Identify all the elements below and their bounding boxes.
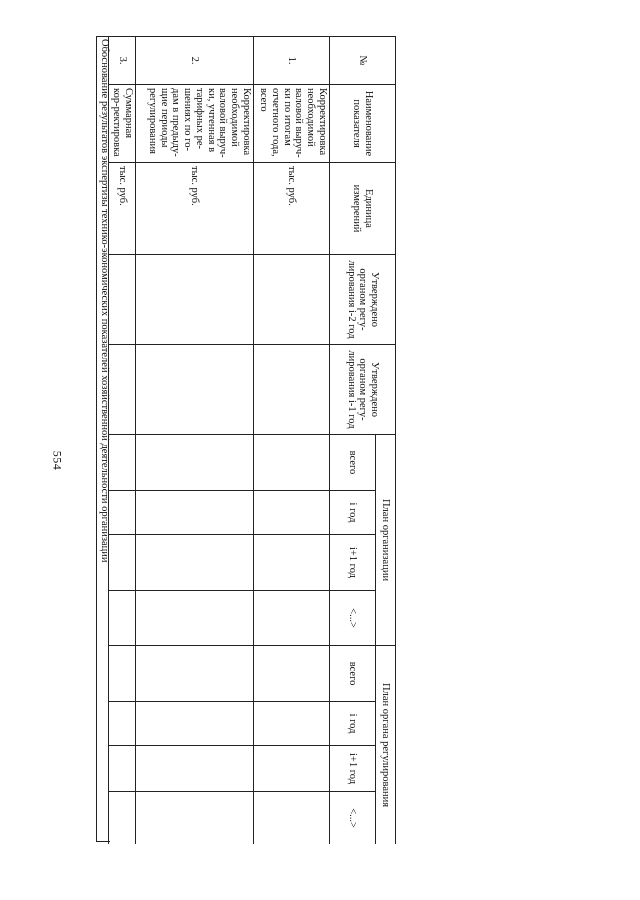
header-org-year-i1: i+1 год — [330, 535, 376, 591]
rotated-table-area — [96, 36, 396, 844]
header-reg-more: <...> — [330, 792, 376, 844]
row-name: Корректировка необходимой валовой выруч-ки по итогам отчетного года, всего — [254, 85, 330, 163]
empty-cell — [109, 345, 136, 435]
empty-cell — [109, 255, 136, 345]
header-org-year-i: i год — [330, 491, 376, 535]
empty-cell — [254, 746, 330, 792]
empty-cell — [109, 702, 136, 746]
row-unit: тыс. руб. — [136, 163, 254, 255]
empty-cell — [109, 535, 136, 591]
header-name: Наименование показателя — [330, 85, 396, 163]
empty-cell — [109, 746, 136, 792]
empty-cell — [109, 792, 136, 844]
empty-cell — [254, 435, 330, 491]
header-reg-total: всего — [330, 646, 376, 702]
empty-cell — [254, 591, 330, 646]
table-footnote: Обоснование результатов экспертизы технико-экономических показателей хозяйственной деятельности организации — [96, 36, 110, 842]
empty-cell — [254, 535, 330, 591]
empty-cell — [254, 345, 330, 435]
header-unit: Единица измерений — [330, 163, 396, 255]
empty-cell — [254, 646, 330, 702]
row-unit: тыс. руб. — [109, 163, 136, 255]
empty-cell — [136, 535, 254, 591]
table-rotation-frame — [96, 36, 396, 844]
page-number: 554 — [50, 450, 65, 471]
empty-cell — [136, 646, 254, 702]
header-org-total: всего — [330, 435, 376, 491]
row-number: 1. — [254, 37, 330, 85]
adjustment-table — [109, 36, 397, 844]
table-row — [109, 37, 136, 845]
header-plan-organization: План организации — [376, 435, 396, 646]
row-name: Суммарная кор-ректировка — [109, 85, 136, 163]
empty-cell — [136, 746, 254, 792]
row-number: 3. — [109, 37, 136, 85]
empty-cell — [109, 491, 136, 535]
empty-cell — [136, 345, 254, 435]
header-approved-i1: Утверждено органом регу-лирования i-1 год — [330, 345, 396, 435]
row-name: Корректировка необходимой валовой выруч-ки, учтенная в тарифных ре-шениях по го-дам в предыду-щие периоды регулирования — [136, 85, 254, 163]
empty-cell — [136, 702, 254, 746]
empty-cell — [254, 702, 330, 746]
empty-cell — [254, 255, 330, 345]
row-unit: тыс. руб. — [254, 163, 330, 255]
empty-cell — [136, 491, 254, 535]
header-num: № — [330, 37, 396, 85]
empty-cell — [109, 591, 136, 646]
table-row — [136, 37, 254, 845]
empty-cell — [109, 435, 136, 491]
empty-cell — [136, 435, 254, 491]
row-number: 2. — [136, 37, 254, 85]
empty-cell — [109, 646, 136, 702]
header-approved-i2: Утверждено органом регу-лирования i-2 год — [330, 255, 396, 345]
header-reg-year-i1: i+1 год — [330, 746, 376, 792]
empty-cell — [254, 792, 330, 844]
header-row-top — [376, 37, 396, 845]
header-plan-regulator: План органа регулирования — [376, 646, 396, 844]
empty-cell — [136, 255, 254, 345]
header-org-more: <...> — [330, 591, 376, 646]
table-row — [254, 37, 330, 845]
header-reg-year-i: i год — [330, 702, 376, 746]
empty-cell — [136, 792, 254, 844]
empty-cell — [136, 591, 254, 646]
empty-cell — [254, 491, 330, 535]
